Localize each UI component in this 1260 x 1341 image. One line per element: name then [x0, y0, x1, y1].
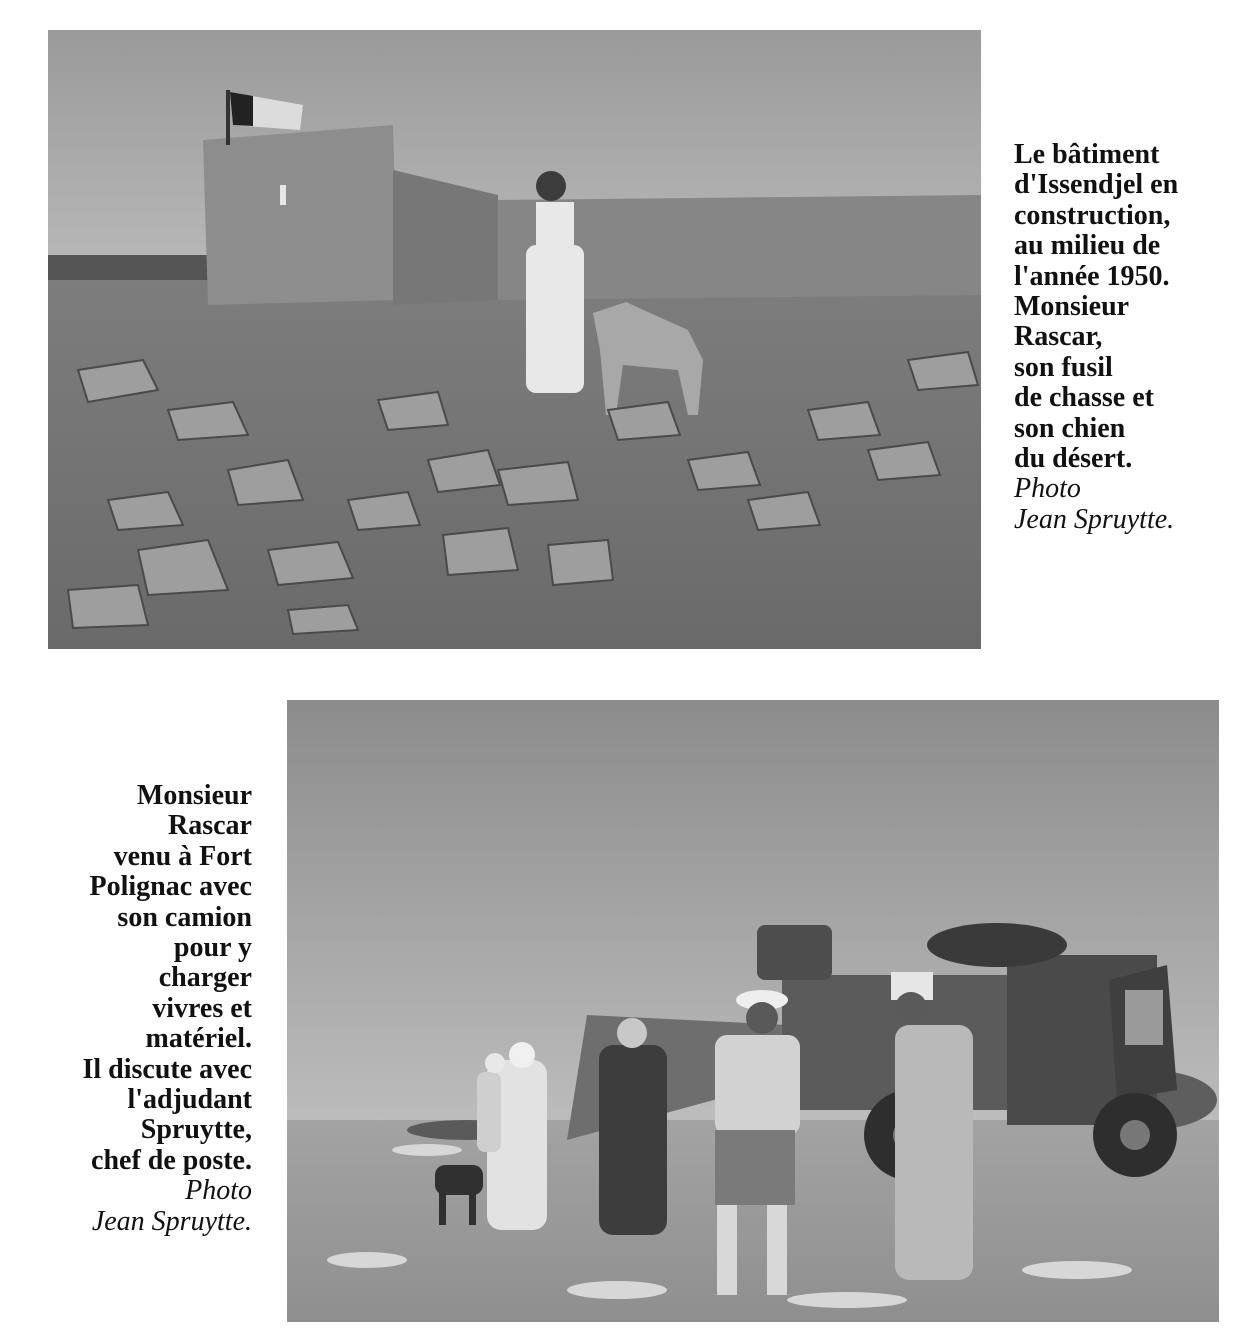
photo-credit: Photo — [185, 1175, 252, 1207]
caption-line: Rascar, — [1014, 321, 1103, 353]
photo-issendjel-construction — [48, 30, 981, 649]
photo-credit: Jean Spruytte. — [91, 1205, 252, 1237]
caption-line: chef de poste. — [91, 1144, 252, 1176]
caption-line: du désert. — [1014, 443, 1133, 475]
caption-line: Monsieur — [136, 780, 252, 811]
photo-fort-polignac-image — [287, 700, 1219, 1322]
photo-credit: Photo — [1014, 473, 1081, 505]
caption-fort-polignac — [82, 781, 252, 1237]
caption-line: Il discute avec — [82, 1053, 252, 1085]
caption-line: d'Issendjel en — [1014, 169, 1179, 201]
caption-line: Spruytte, — [140, 1114, 252, 1146]
caption-line: son camion — [117, 901, 252, 933]
caption-line: vivres et — [152, 992, 252, 1024]
caption-issendjel — [1014, 140, 1178, 535]
caption-line: Rascar — [168, 810, 252, 842]
caption-line: construction, — [1014, 199, 1171, 231]
caption-line: l'année 1950. — [1014, 260, 1170, 292]
caption-line: Monsieur — [1014, 291, 1130, 323]
caption-line: l'adjudant — [127, 1084, 252, 1116]
caption-line: matériel. — [145, 1023, 252, 1055]
caption-line: venu à Fort — [113, 840, 252, 872]
caption-line: de chasse et — [1014, 382, 1154, 414]
caption-line: Le bâtiment — [1014, 139, 1160, 170]
photo-credit: Jean Spruytte. — [1014, 503, 1175, 535]
caption-line: pour y — [173, 932, 252, 964]
caption-line: son chien — [1014, 412, 1126, 444]
photo-issendjel-image — [48, 30, 981, 649]
caption-line: son fusil — [1014, 351, 1113, 383]
caption-line: au milieu de — [1014, 230, 1161, 262]
photo-fort-polignac-truck — [287, 700, 1219, 1322]
caption-line: Polignac avec — [89, 871, 252, 903]
caption-line: charger — [158, 962, 252, 994]
